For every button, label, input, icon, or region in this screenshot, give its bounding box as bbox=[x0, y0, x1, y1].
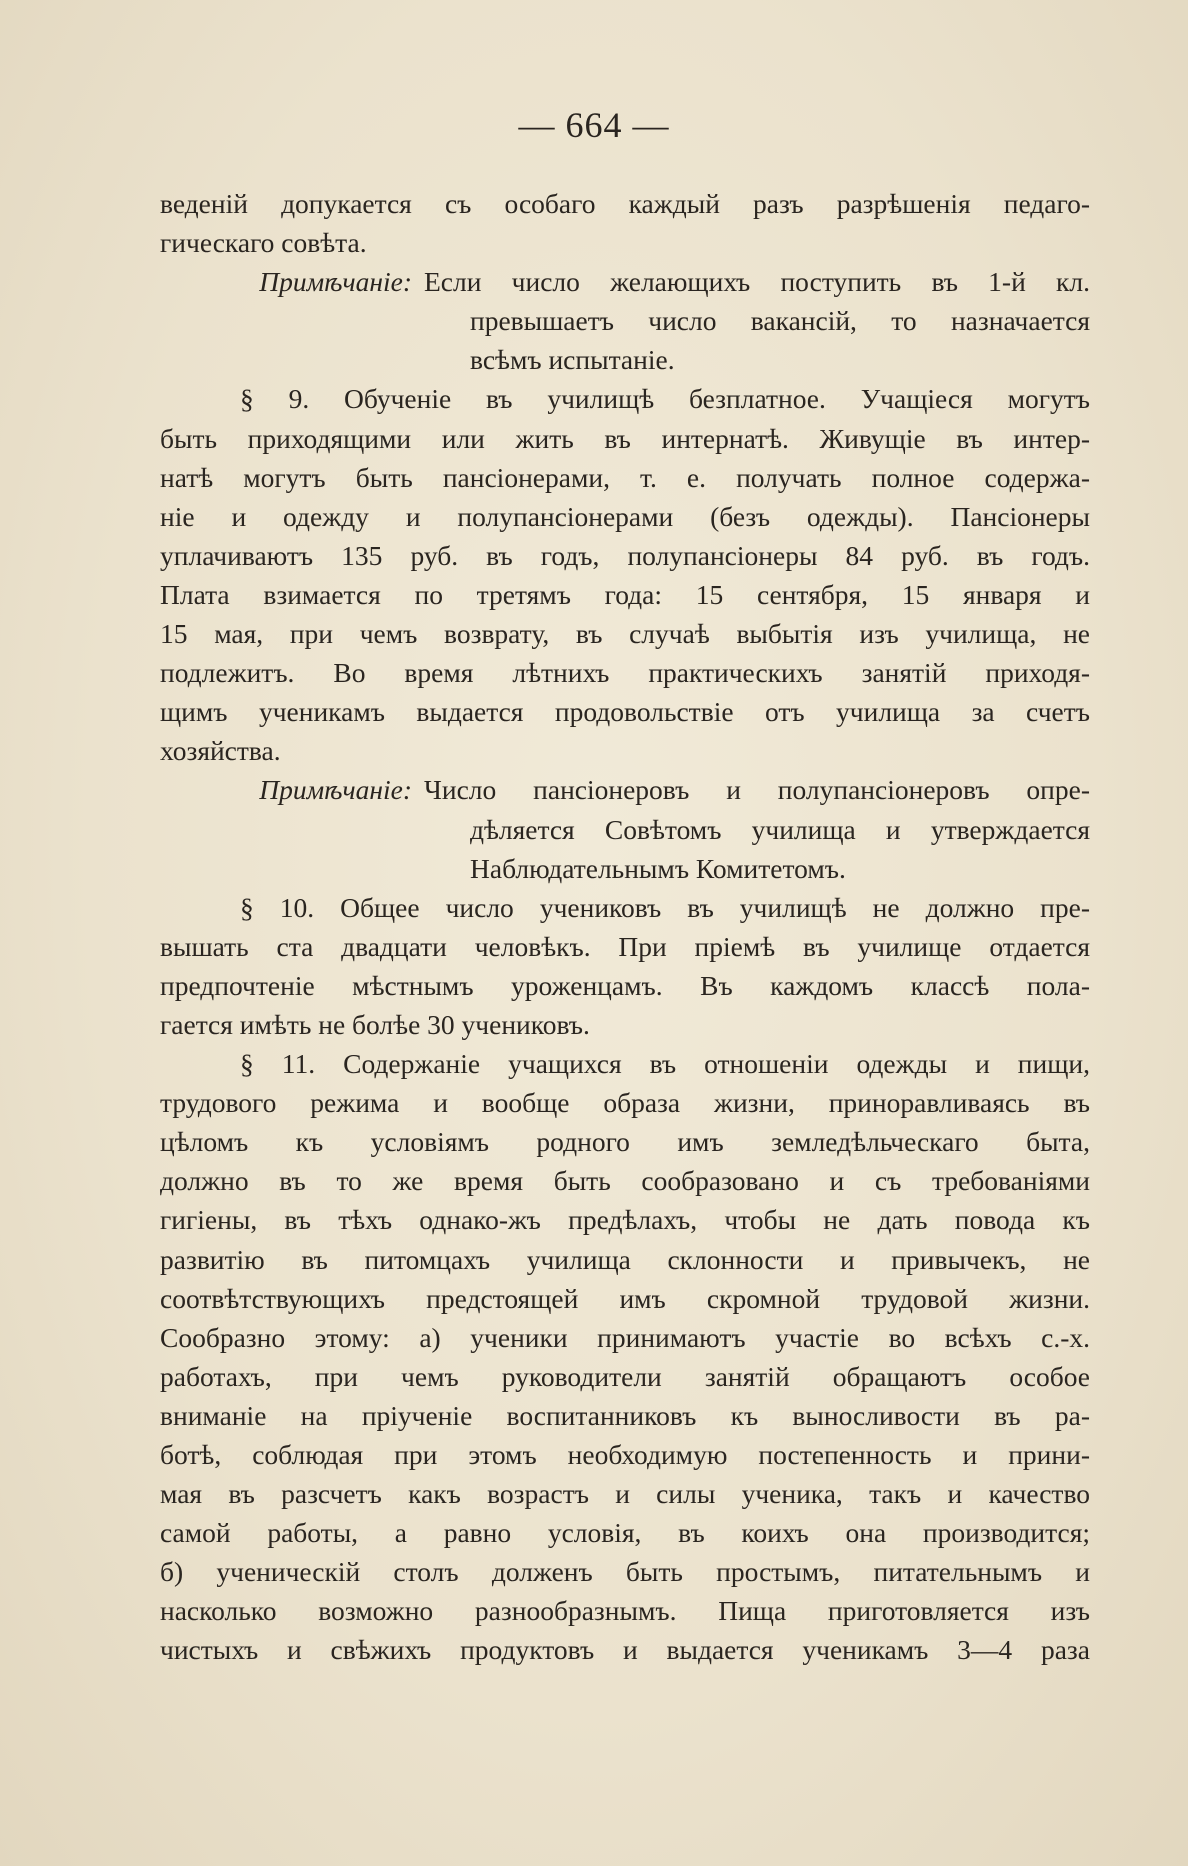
text-line: ботѣ, соблюдая при этомъ необходимую постепенность и прини- bbox=[160, 1439, 1090, 1470]
text-line: Плата взимается по третямъ года: 15 сентября, 15 января и bbox=[160, 578, 1090, 610]
paragraph-start-line: § 9. Обученіе въ училищѣ безплатное. Учащіеся могутъ bbox=[240, 383, 1090, 415]
text-line: быть приходящими или жить въ интернатѣ. Живущіе въ интер- bbox=[160, 422, 1090, 454]
note-label: Примѣчаніе: bbox=[259, 774, 412, 806]
text-line: гается имѣть не болѣе 30 учениковъ. bbox=[160, 1008, 590, 1040]
text-line: самой работы, а равно условія, въ коихъ она производится; bbox=[160, 1517, 1090, 1549]
text-line: цѣломъ къ условіямъ родного имъ земледѣльческаго быта, bbox=[160, 1126, 1090, 1158]
paragraph-start-line: § 11. Содержаніе учащихся въ отношеніи одежды и пищи, bbox=[240, 1048, 1090, 1080]
text-line: чистыхъ и свѣжихъ продуктовъ и выдается ученикамъ 3—4 раза bbox=[160, 1634, 1090, 1666]
note-text-line: превышаетъ число вакансій, то назначается bbox=[470, 305, 1090, 337]
text-line: веденій допукается съ особаго каждый разъ разрѣшенія педаго- bbox=[160, 188, 1090, 219]
text-line: б) ученическій столъ долженъ быть простымъ, питательнымъ и bbox=[160, 1556, 1090, 1588]
text-line: 15 мая, при чемъ возврату, въ случаѣ выбытія изъ училища, не bbox=[160, 618, 1090, 650]
text-line: подлежитъ. Во время лѣтнихъ практическихъ занятій приходя- bbox=[160, 657, 1090, 689]
note-text: Число пансіонеровъ и полупансіонеровъ опре- bbox=[424, 774, 1090, 806]
text-line: хозяйства. bbox=[160, 735, 281, 767]
paragraph-start-line: § 10. Общее число учениковъ въ училищѣ не должно пре- bbox=[240, 891, 1090, 923]
text-line: натѣ могутъ быть пансіонерами, т. е. получать полное содержа- bbox=[160, 461, 1090, 493]
text-line: ніе и одежду и полупансіонерами (безъ одежды). Пансіонеры bbox=[160, 500, 1090, 532]
body-text bbox=[160, 184, 1090, 1670]
text-line: соотвѣтствующихъ предстоящей имъ скромной трудовой жизни. bbox=[160, 1282, 1090, 1314]
text-line: вышать ста двадцати человѣкъ. При пріемѣ въ училище отдается bbox=[160, 930, 1090, 962]
text-line: развитію въ питомцахъ училища склонности и привычекъ, не bbox=[160, 1243, 1090, 1275]
text-line: трудового режима и вообще образа жизни, приноравливаясь въ bbox=[160, 1087, 1090, 1119]
note-line bbox=[160, 770, 1090, 809]
note-line bbox=[160, 262, 1090, 301]
text-line: предпочтеніе мѣстнымъ уроженцамъ. Въ каждомъ классѣ пола- bbox=[160, 969, 1090, 1001]
text-line: мая въ разсчетъ какъ возрастъ и силы ученика, такъ и качество bbox=[160, 1478, 1090, 1510]
note-text: Если число желающихъ поступить въ 1-й кл. bbox=[424, 266, 1090, 298]
text-line: вниманіе на пріученіе воспитанниковъ къ выносливости въ ра- bbox=[160, 1399, 1090, 1431]
text-line: Сообразно этому: а) ученики принимаютъ участіе во всѣхъ с.-х. bbox=[160, 1321, 1090, 1353]
note-label: Примѣчаніе: bbox=[259, 266, 412, 298]
text-line: гигіены, въ тѣхъ однако-жъ предѣлахъ, чтобы не дать повода къ bbox=[160, 1204, 1090, 1236]
text-line: насколько возможно разнообразнымъ. Пища приготовляется изъ bbox=[160, 1595, 1090, 1627]
page-number: — 664 — bbox=[518, 105, 670, 145]
note-text-line: Наблюдательнымъ Комитетомъ. bbox=[470, 852, 846, 884]
text-line: щимъ ученикамъ выдается продовольствіе отъ училища за счетъ bbox=[160, 696, 1090, 728]
text-line: должно въ то же время быть сообразовано и съ требованіями bbox=[160, 1165, 1090, 1197]
text-line: работахъ, при чемъ руководители занятій обращаютъ особое bbox=[160, 1360, 1090, 1392]
note-text-line: всѣмъ испытаніе. bbox=[470, 344, 675, 376]
text-line: гическаго совѣта. bbox=[160, 227, 367, 259]
note-text-line: дѣляется Совѣтомъ училища и утверждается bbox=[470, 813, 1090, 845]
text-line: уплачиваютъ 135 руб. въ годъ, полупансіонеры 84 руб. въ годъ. bbox=[160, 539, 1090, 571]
